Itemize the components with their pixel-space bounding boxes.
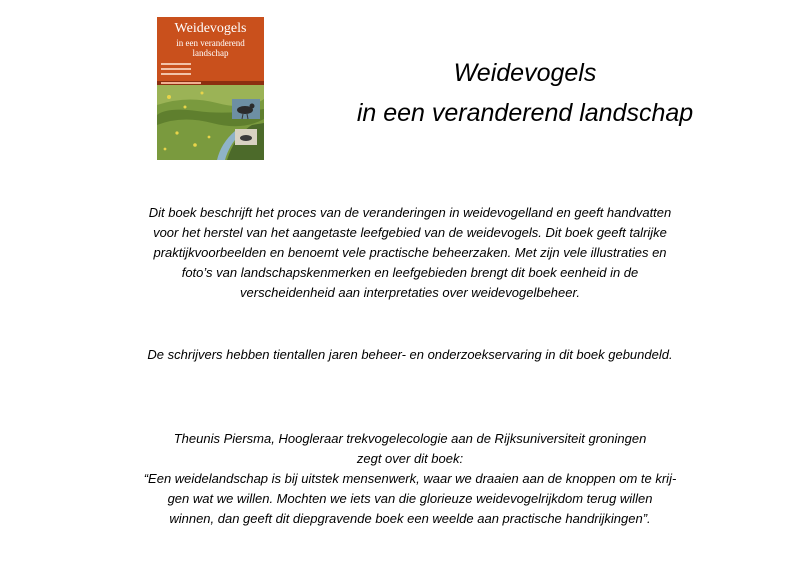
page-title-line1: Weidevogels (453, 59, 597, 87)
quote-line: “Een weidelandschap is bij uitstek mensenwerk, waar we draaien aan de knoppen om te krij- (143, 471, 677, 486)
authors-note-text: De schrijvers hebben tientallen jaren beheer- en onderzoekservaring in dit boek gebundeld. (147, 347, 673, 362)
book-cover-subtitle-line2: landschap (192, 48, 229, 58)
quote-paragraph (60, 429, 760, 529)
description-line: voor het herstel van het aangetaste leefgebied van de weidevogels. Dit boek geeft talrijke (153, 225, 667, 240)
authors-note (60, 345, 760, 365)
book-cover-authors (161, 63, 191, 78)
description-line: praktijkvoorbeelden en benoemt vele practische beheerzaken. Met zijn vele illustraties en (153, 245, 667, 260)
book-cover-image (157, 17, 264, 160)
quote-line: zegt over dit boek: (356, 451, 464, 466)
page-title-line2: in een veranderend landschap (356, 99, 694, 127)
quote-line: Theunis Piersma, Hoogleraar trekvogelecologie aan de Rijksuniversiteit groningen (173, 431, 647, 446)
book-cover-title: Weidevogels (174, 21, 247, 36)
description-paragraph (60, 203, 760, 303)
quote-line: gen wat we willen. Mochten we iets van die glorieuze weidevogelrijkdom terug willen (167, 491, 653, 506)
description-line: verscheidenheid aan interpretaties over weidevogelbeheer. (240, 285, 580, 300)
description-line: Dit boek beschrijft het proces van de veranderingen in weidevogelland en geeft handvatten (148, 205, 672, 220)
description-line: foto’s van landschapskenmerken en leefgebieden brengt dit boek eenheid in de (181, 265, 639, 280)
book-cover-subtitle (157, 38, 264, 58)
book-cover-meadow-photo (157, 85, 264, 160)
quote-line: winnen, dan geeft dit diepgravende boek een weelde aan practische handrijkingen”. (169, 511, 651, 526)
book-cover-subtitle-line1: in een veranderend (176, 38, 245, 48)
